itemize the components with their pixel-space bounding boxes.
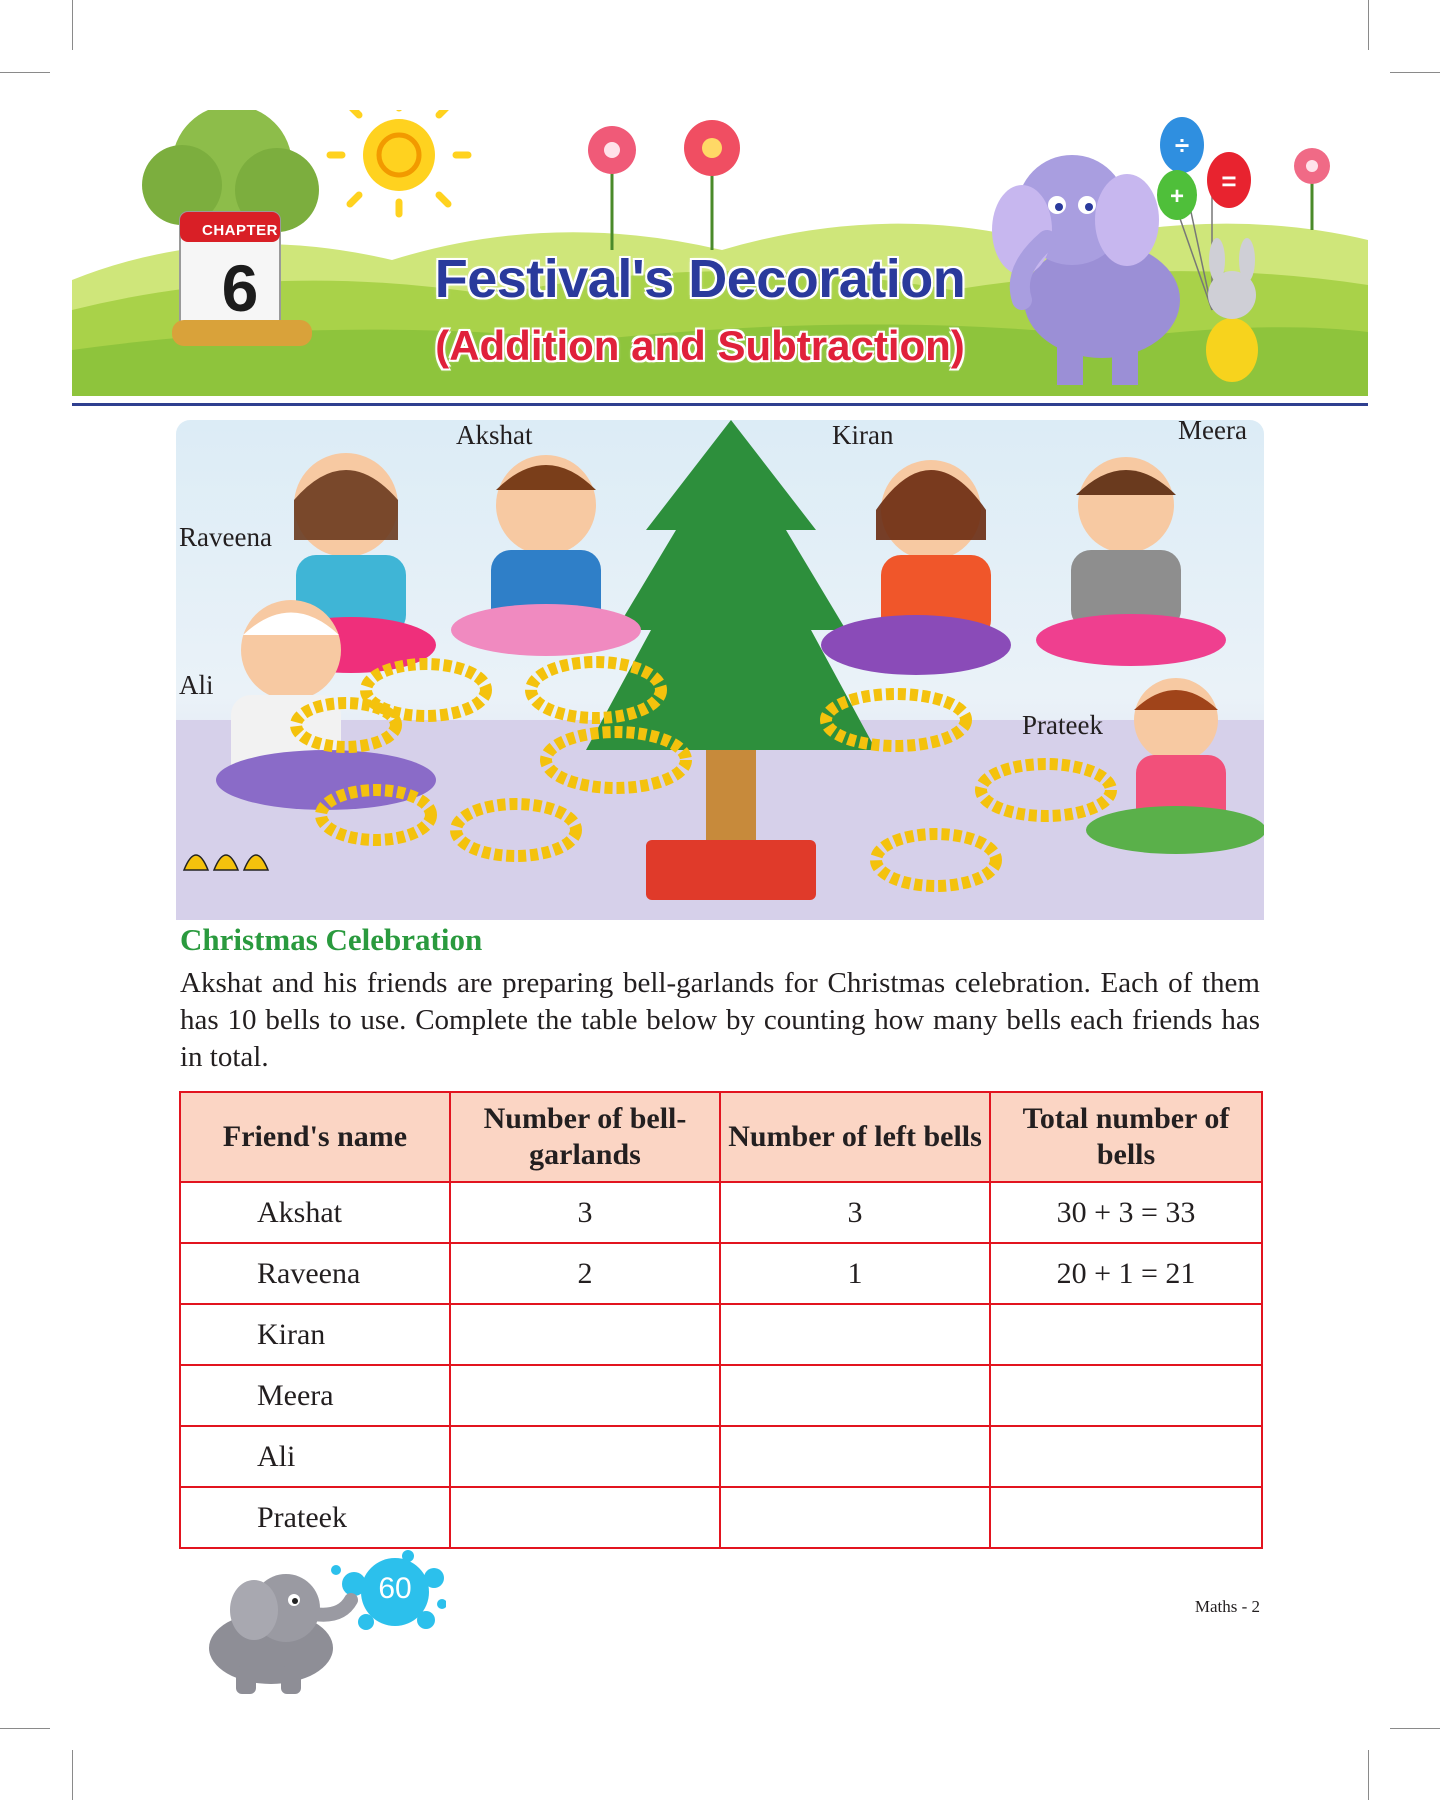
- child-label: Akshat: [456, 420, 533, 450]
- left-bells-cell[interactable]: 1: [720, 1243, 990, 1304]
- svg-text:=: =: [1221, 166, 1237, 196]
- total-bells-cell[interactable]: 30 + 3 = 33: [990, 1182, 1262, 1243]
- book-label: Maths - 2: [1194, 1597, 1260, 1616]
- table-row: [180, 1304, 1262, 1365]
- crop-mark: [1390, 72, 1440, 73]
- crop-mark: [0, 1728, 50, 1729]
- intro-paragraph: Akshat and his friends are preparing bell-garlands for Christmas celebration. Each of them has 10 bells to use. Complete the table below by counting how many bells each friends has in total.: [180, 967, 1260, 1073]
- friend-name-cell: Kiran: [180, 1304, 450, 1365]
- child-label: Kiran: [832, 420, 894, 450]
- svg-text:+: +: [1169, 183, 1185, 210]
- crop-mark: [1390, 1728, 1440, 1729]
- svg-text:÷: ÷: [1174, 130, 1190, 160]
- table-row: [180, 1426, 1262, 1487]
- crop-mark: [1368, 0, 1369, 50]
- garlands-cell[interactable]: 3: [450, 1182, 720, 1243]
- left-bells-cell[interactable]: [720, 1426, 990, 1487]
- table-header-row: [180, 1092, 1262, 1182]
- bells-table: [179, 1091, 1263, 1549]
- header-friend-name: Friend's name: [180, 1092, 450, 1182]
- christmas-illustration: [176, 415, 1264, 920]
- header-total-bells: Total number of bells: [990, 1092, 1262, 1182]
- table-row: [180, 1182, 1262, 1243]
- left-bells-cell[interactable]: [720, 1487, 990, 1548]
- crop-mark: [72, 1750, 73, 1800]
- table-row: [180, 1365, 1262, 1426]
- friend-name-cell: Raveena: [180, 1243, 450, 1304]
- garlands-cell[interactable]: [450, 1426, 720, 1487]
- banner-divider: [72, 403, 1368, 406]
- elephant-icon: [209, 1574, 351, 1694]
- left-bells-cell[interactable]: [720, 1304, 990, 1365]
- chapter-number: 6: [221, 251, 259, 325]
- garlands-cell[interactable]: [450, 1487, 720, 1548]
- garlands-cell[interactable]: 2: [450, 1243, 720, 1304]
- child-label: Raveena: [179, 522, 272, 552]
- footer-elephant-icon: [176, 1548, 446, 1698]
- table-row: [180, 1243, 1262, 1304]
- section-title: Christmas Celebration: [180, 922, 483, 957]
- garlands-cell[interactable]: [450, 1365, 720, 1426]
- friend-name-cell: Akshat: [180, 1182, 450, 1243]
- total-bells-cell[interactable]: [990, 1426, 1262, 1487]
- total-bells-cell[interactable]: 20 + 1 = 21: [990, 1243, 1262, 1304]
- child-label: Ali: [179, 670, 214, 700]
- total-bells-cell[interactable]: [990, 1304, 1262, 1365]
- chapter-subtitle: (Addition and Subtraction): [435, 322, 965, 369]
- table-row: [180, 1487, 1262, 1548]
- friend-name-cell: Meera: [180, 1365, 450, 1426]
- page-number: 60: [378, 1572, 412, 1605]
- friend-name-cell: Ali: [180, 1426, 450, 1487]
- header-left-bells: Number of left bells: [720, 1092, 990, 1182]
- total-bells-cell[interactable]: [990, 1487, 1262, 1548]
- crop-mark: [72, 0, 73, 50]
- crop-mark: [0, 72, 50, 73]
- total-bells-cell[interactable]: [990, 1365, 1262, 1426]
- crop-mark: [1368, 1750, 1369, 1800]
- chapter-tag: CHAPTER: [201, 222, 278, 239]
- child-label: Meera: [1178, 415, 1247, 445]
- bell-icon: [184, 855, 268, 870]
- garlands-cell[interactable]: [450, 1304, 720, 1365]
- friend-name-cell: Prateek: [180, 1487, 450, 1548]
- child-label: Prateek: [1022, 710, 1103, 740]
- header-garlands: Number of bell-garlands: [450, 1092, 720, 1182]
- left-bells-cell[interactable]: 3: [720, 1182, 990, 1243]
- left-bells-cell[interactable]: [720, 1365, 990, 1426]
- chapter-title: Festival's Decoration: [434, 249, 966, 309]
